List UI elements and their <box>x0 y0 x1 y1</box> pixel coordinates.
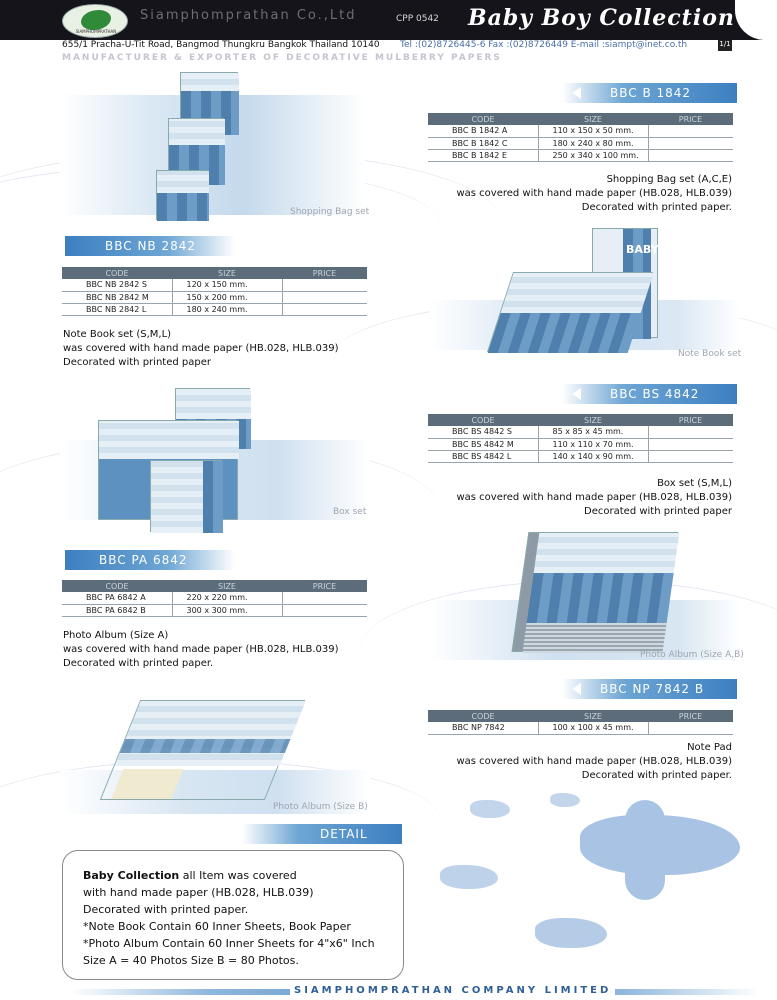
cell-code: BBC NP 7842 <box>428 722 538 734</box>
cell-size: 150 x 200 mm. <box>172 291 282 303</box>
cell-price <box>282 279 367 291</box>
cell-code: BBC BS 4842 L <box>428 450 538 462</box>
desc-bag <box>430 173 732 215</box>
logo-text: SIAMPHOMPRATHAN <box>75 29 117 34</box>
arrow-right-icon <box>277 240 286 252</box>
desc-notepad <box>430 741 732 783</box>
banner-label: BBC BS 4842 <box>610 387 700 401</box>
tagline: MANUFACTURER & EXPORTER OF DECORATIVE MULBERRY PAPERS <box>62 53 502 63</box>
banner-label: DETAIL <box>320 827 368 841</box>
desc-line: was covered with hand made paper (HB.028, HLB.039) <box>456 756 732 767</box>
desc-line: was covered with hand made paper (HB.028, HLB.039) <box>456 492 732 503</box>
cell-code: BBC B 1842 C <box>428 137 538 149</box>
table-header-row <box>62 580 367 592</box>
table-header-row <box>62 267 367 279</box>
cell-code: BBC B 1842 A <box>428 125 538 137</box>
table-row <box>62 303 367 315</box>
airplane-icon <box>440 865 498 889</box>
banner-bbc-bs-4842 <box>562 384 737 404</box>
table-row <box>62 604 367 616</box>
arrow-left-icon <box>572 87 581 99</box>
cell-code: BBC BS 4842 S <box>428 426 538 438</box>
cell-size: 250 x 340 x 100 mm. <box>538 149 648 161</box>
banner-label: BBC NB 2842 <box>105 239 197 253</box>
cell-size: 85 x 85 x 45 mm. <box>538 426 648 438</box>
shopping-bag-small <box>156 170 208 220</box>
cell-size: 300 x 300 mm. <box>172 604 282 616</box>
detail-bold-lead: Baby Collection <box>83 869 180 882</box>
table-row <box>428 149 733 161</box>
cell-price <box>648 438 733 450</box>
caption-box: Box set <box>333 507 367 517</box>
photo-album <box>512 532 679 652</box>
desc-box <box>430 477 732 519</box>
caption-notepad: Photo Album (Size B) <box>273 802 368 812</box>
col-code: CODE <box>428 113 538 125</box>
col-size: SIZE <box>172 267 282 279</box>
airplane-icon <box>470 800 510 818</box>
cell-size: 100 x 100 x 45 mm. <box>538 722 648 734</box>
table-row <box>428 426 733 438</box>
cell-size: 180 x 240 x 80 mm. <box>538 137 648 149</box>
col-size: SIZE <box>172 580 282 592</box>
col-price: PRICE <box>282 267 367 279</box>
detail-line: *Photo Album Contain 60 Inner Sheets for 4"x6" Inch <box>83 937 375 950</box>
page-number: 1/1 <box>718 40 732 51</box>
desc-line: was covered with hand made paper (HB.028, HLB.039) <box>63 644 339 655</box>
cell-size: 110 x 150 x 50 mm. <box>538 125 648 137</box>
banner-bbc-nb-2842 <box>65 236 235 256</box>
leaf-icon <box>81 10 111 30</box>
col-price: PRICE <box>648 113 733 125</box>
table-header-row <box>428 710 733 722</box>
banner-detail <box>242 824 402 844</box>
table-row <box>428 450 733 462</box>
footer <box>0 984 777 1000</box>
desc-line: Decorated with printed paper <box>63 357 211 368</box>
col-price: PRICE <box>648 414 733 426</box>
notebook-stack <box>487 272 653 352</box>
cell-size: 110 x 110 x 70 mm. <box>538 438 648 450</box>
cell-size: 120 x 150 mm. <box>172 279 282 291</box>
table-row <box>428 137 733 149</box>
col-code: CODE <box>428 710 538 722</box>
table-header-row <box>428 113 733 125</box>
cell-code: BBC NB 2842 L <box>62 303 172 315</box>
table-bag <box>428 113 733 162</box>
collection-title: Baby Boy Collection <box>468 5 735 31</box>
caption-album: Photo Album (Size A,B) <box>640 650 744 660</box>
cell-code: BBC BS 4842 M <box>428 438 538 450</box>
company-logo <box>62 4 128 38</box>
banner-label: BBC B 1842 <box>610 86 692 100</box>
desc-line: Shopping Bag set (A,C,E) <box>606 174 732 185</box>
cell-price <box>648 426 733 438</box>
table-notepad <box>428 710 733 735</box>
baby-letters: BABY <box>626 243 659 256</box>
col-size: SIZE <box>538 113 648 125</box>
table-row <box>428 722 733 734</box>
table-row <box>62 279 367 291</box>
cell-price <box>282 291 367 303</box>
cell-size: 220 x 220 mm. <box>172 592 282 604</box>
desc-line: Decorated with printed paper. <box>581 202 732 213</box>
detail-line: Decorated with printed paper. <box>83 903 249 916</box>
table-row <box>428 125 733 137</box>
banner-bbc-np-7842-b <box>562 679 737 699</box>
company-address: 655/1 Pracha-U-Tit Road, Bangmod Thungkru Bangkok Thailand 10140 <box>62 40 380 50</box>
desc-album <box>63 629 363 671</box>
catalog-code: CPP 0542 <box>396 14 439 24</box>
col-code: CODE <box>62 267 172 279</box>
table-box <box>428 414 733 463</box>
cell-size: 140 x 140 x 90 mm. <box>538 450 648 462</box>
table-row <box>62 592 367 604</box>
caption-notebook: Note Book set <box>678 349 742 359</box>
cell-price <box>648 137 733 149</box>
header-curve <box>735 0 777 40</box>
banner-label: BBC NP 7842 B <box>600 682 705 696</box>
table-notebook <box>62 267 367 316</box>
cell-price <box>282 303 367 315</box>
desc-notebook <box>63 328 363 370</box>
company-name: Siamphomprathan Co.,Ltd <box>140 8 357 23</box>
col-price: PRICE <box>282 580 367 592</box>
desc-line: Note Book set (S,M,L) <box>63 329 172 340</box>
desc-line: Note Pad <box>687 742 732 753</box>
table-row <box>62 291 367 303</box>
box-small <box>150 460 222 532</box>
col-price: PRICE <box>648 710 733 722</box>
col-code: CODE <box>62 580 172 592</box>
cell-price <box>648 722 733 734</box>
airplane-icon <box>535 918 607 948</box>
col-size: SIZE <box>538 710 648 722</box>
desc-line: Decorated with printed paper. <box>63 658 214 669</box>
desc-line: Decorated with printed paper. <box>581 770 732 781</box>
banner-bbc-pa-6842 <box>65 550 235 570</box>
arrow-right-icon <box>277 554 286 566</box>
detail-line: with hand made paper (HB.028, HLB.039) <box>83 886 314 899</box>
address-row <box>0 40 777 52</box>
cell-price <box>648 450 733 462</box>
detail-lead-rest: all Item was covered <box>179 869 297 882</box>
banner-bbc-b-1842 <box>562 83 737 103</box>
col-code: CODE <box>428 414 538 426</box>
table-header-row <box>428 414 733 426</box>
airplane-icon <box>550 793 580 807</box>
desc-line: Decorated with printed paper <box>584 506 732 517</box>
cell-price <box>282 604 367 616</box>
desc-line: Box set (S,M,L) <box>657 478 732 489</box>
cell-code: BBC B 1842 E <box>428 149 538 161</box>
cell-code: BBC NB 2842 S <box>62 279 172 291</box>
arrow-left-icon <box>572 683 581 695</box>
detail-line: *Note Book Contain 60 Inner Sheets, Book Paper <box>83 920 351 933</box>
caption-shopping-bag: Shopping Bag set <box>290 207 370 217</box>
footer-company: SIAMPHOMPRATHAN COMPANY LIMITED <box>290 985 615 996</box>
cell-size: 180 x 240 mm. <box>172 303 282 315</box>
arrow-left-icon <box>572 388 581 400</box>
cell-price <box>648 149 733 161</box>
cell-code: BBC NB 2842 M <box>62 291 172 303</box>
detail-line: Size A = 40 Photos Size B = 80 Photos. <box>83 954 299 967</box>
cell-price <box>282 592 367 604</box>
cell-price <box>648 125 733 137</box>
header-bar <box>0 0 777 40</box>
cell-code: BBC PA 6842 B <box>62 604 172 616</box>
banner-label: BBC PA 6842 <box>99 553 188 567</box>
contact-info: Tel :(02)8726445-6 Fax :(02)8726449 E-mail :siampt@inet.co.th <box>400 40 688 50</box>
desc-line: was covered with hand made paper (HB.028, HLB.039) <box>63 343 339 354</box>
desc-line: Photo Album (Size A) <box>63 630 169 641</box>
detail-lead <box>83 867 375 884</box>
col-size: SIZE <box>538 414 648 426</box>
detail-text <box>83 867 375 969</box>
desc-line: was covered with hand made paper (HB.028, HLB.039) <box>456 188 732 199</box>
table-row <box>428 438 733 450</box>
table-album <box>62 580 367 617</box>
cell-code: BBC PA 6842 A <box>62 592 172 604</box>
airplane-wing-icon <box>625 800 665 900</box>
